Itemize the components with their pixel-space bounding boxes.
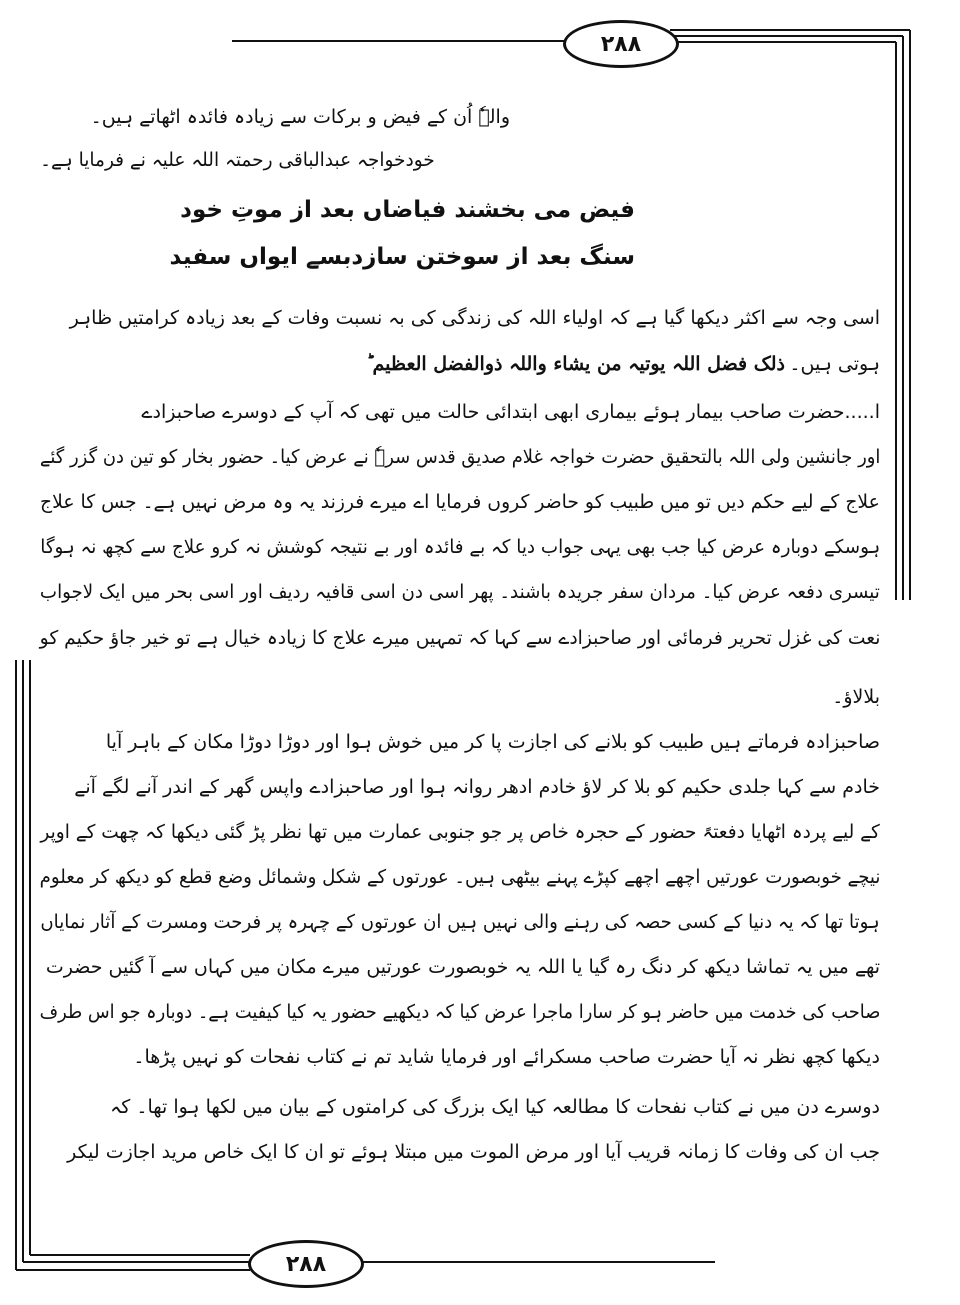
text-line: جب ان کی وفات کا زمانہ قریب آیا اور مرض الموت میں مبتلا ہوئے تو ان کا ایک خاص مرید اجازت لیکر: [67, 1141, 880, 1163]
page-number-bottom: ۲۸۸: [248, 1240, 364, 1288]
verse-line: فیض می بخشند فیاضاں بعد از موتِ خود: [180, 197, 635, 223]
text-line: صاحبزادہ فرماتے ہیں طبیب کو بلانے کی اجازت پا کر میں خوش ہوا اور دوڑا دوڑا مکان کے باہر آیا: [105, 731, 880, 753]
text-line: اسی وجہ سے اکثر دیکھا گیا ہے کہ اولیاء اللہ کی زندگی کی بہ نسبت وفات کے بعد زیادہ کرامتیں ظاہر: [69, 307, 880, 329]
text-line: خودخواجہ عبدالباقی رحمتہ اللہ علیہ نے فرمایا ہے۔: [40, 149, 435, 171]
arabic-quote: ذلک فضل اللہ یوتیہ من یشاء واللہ ذوالفضل العظیم ؕ: [366, 353, 785, 375]
text-line: خادم سے کہا جلدی حکیم کو بلا کر لاؤ خادم ادھر روانہ ہوا اور صاحبزادے واپس گھر کے اندر آنے لگے آنے: [74, 776, 880, 798]
text-line: تھے میں یہ تماشا دیکھ کر دنگ رہ گیا یا اللہ یہ خوبصورت عورتیں میرے مکان میں کہاں سے آ گئیں حضرت: [45, 956, 880, 978]
text-line: تیسری دفعہ عرض کیا۔ مردان سفر جریدہ باشند۔ پھر اسی دن اسی قافیہ ردیف اور اسی بحر میں ایک لاجواب: [40, 581, 880, 603]
page-body: [40, 0, 880, 1305]
page-number-top: ۲۸۸: [563, 20, 679, 68]
text-line: ا.....حضرت صاحب بیمار ہوئے بیماری ابھی ابتدائی حالت میں تھی کہ آپ کے دوسرے صاحبزادے: [141, 401, 880, 423]
text-line: ہوتی ہیں۔: [789, 353, 880, 375]
text-line: دوسرے دن میں نے کتاب نفحات کا مطالعہ کیا ایک بزرگ کی کرامتوں کے بیان میں لکھا ہوا تھا۔ کہ: [110, 1096, 880, 1118]
text-line: ہوسکے دوبارہ عرض کیا جب بھی یہی جواب دیا کہ بے فائدہ اور بے نتیجہ کوشش نہ کرو علاج سے کچھ نہ ہوگا: [40, 536, 880, 558]
text-line: والےٗ اُن کے فیض و برکات سے زیادہ فائدہ اٹھاتے ہیں۔: [90, 106, 510, 128]
text-line: بلالاؤ۔: [832, 686, 880, 708]
text-line: صاحب کی خدمت میں حاضر ہو کر سارا ماجرا عرض کیا کہ دیکھیے حضور یہ کیا کیفیت ہے۔ دوبارہ جو اس طرف: [39, 1001, 880, 1023]
text-line: علاج کے لیے حکم دیں تو میں طبیب کو حاضر کروں فرمایا اے میرے فرزند یہ وہ مرض نہیں ہے۔ جس کا علاج: [40, 491, 880, 513]
text-line: نیچے خوبصورت عورتیں اچھے اچھے کپڑے پہنے بیٹھی ہیں۔ عورتوں کے شکل وشمائل وضع قطع کو دیکھ کر معلوم: [39, 866, 880, 888]
text-line: نعت کی غزل تحریر فرمائی اور صاحبزادے سے کہا کہ تمہیں میرے علاج کا زیادہ خیال ہے تو خیر جاؤ حکیم کو: [39, 627, 880, 649]
verse-line: سنگ بعد از سوختن سازدبسے ایواں سفید: [169, 244, 635, 270]
text-line: اور جانشین ولی اللہ بالتحقیق حضرت خواجہ غلام صدیق قدس سرہٗ نے عرض کیا۔ حضور بخار کو تین دن گزر گئے: [39, 446, 880, 468]
text-line: ہوتا تھا کہ یہ دنیا کے کسی حصہ کی رہنے والی نہیں ہیں ان عورتوں کے چہرہ پر فرحت ومسرت کے آثار نمایاں: [40, 911, 880, 933]
text-line: دیکھا کچھ نظر نہ آیا حضرت صاحب مسکرائے اور فرمایا شاید تم نے کتاب نفحات کو نہیں پڑھا۔: [133, 1046, 880, 1068]
text-line: کے لیے پردہ اٹھایا دفعتہً حضور کے حجرہ خاص پر جو جنوبی عمارت میں تھا نظر پڑ گئی دیکھا کہ چھت کے اوپر: [40, 821, 880, 843]
